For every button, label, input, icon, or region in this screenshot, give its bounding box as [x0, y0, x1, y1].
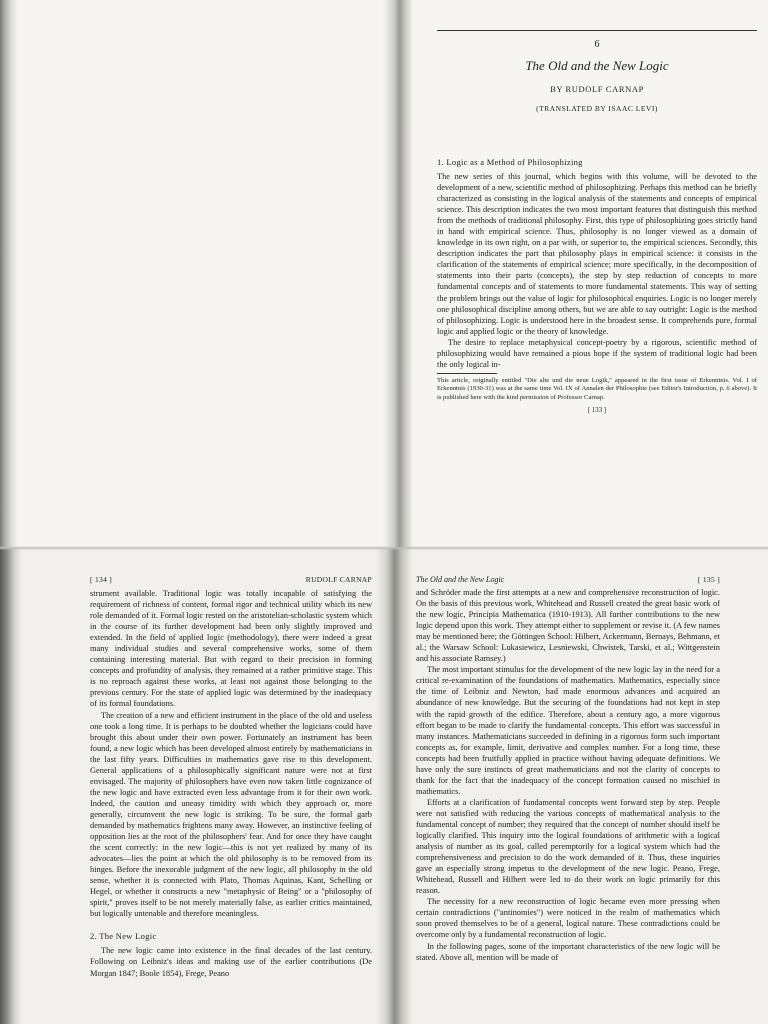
page-folio: [ 135 ]	[697, 575, 720, 584]
body-paragraph: The desire to replace metaphysical concept-poetry by a rigorous, scientific method of philosophizing would have remained a pious hope if the system of traditional logic had been the only logical in-	[437, 337, 757, 369]
running-head	[90, 575, 372, 584]
article-title: The Old and the New Logic	[525, 58, 669, 73]
top-rule	[437, 30, 757, 31]
body-paragraph: The new series of this journal, which begins with this volume, will be devoted to the development of a new, scientific method of philosophizing. Perhaps this method can be briefly characterized as consisting in the logical analysis of the statements and concepts of empirical science. This description indicates the two most important features that distinguish this method from the methods of traditional philosophy. First, this type of philosophizing goes strictly hand in hand with empirical science. Thus, philosophy is no longer viewed as a domain of knowledge in its own right, on a par with, or superior to, the empirical sciences. Secondly, this description indicates the part that philosophy plays in empirical science: it consists in the clarification of the statements of empirical science; more specifically, in the decomposition of statements into their parts (concepts), the step by step reduction of concepts to more fundamental concepts and of statements to more fundamental statements. This way of setting the problem brings out the value of logic for philosophical enquiries. Logic is no longer merely one philosophical discipline among others, but we are able to say outright: Logic is the method of philosophizing. Logic is understood here in the broadest sense. It comprehends pure, formal logic and applied logic or the theory of knowledge.	[437, 172, 757, 336]
author-byline: BY RUDOLF CARNAP	[550, 84, 644, 94]
running-head-author: RUDOLF CARNAP	[305, 575, 372, 584]
page-134	[90, 575, 372, 979]
chapter-number: 6	[594, 39, 600, 50]
body-paragraph: The creation of a new and efficient instrument in the place of the old and useless one took a long time. It is perhaps to be doubted whether the logicians could have brought this about under their own power. Fortunately an instrument has been found, a new logic which has been developed almost entirely by mathematicians in the last fifty years. Difficulties in mathematics gave rise to this development. General applications of a philosophically significant nature were not at first envisaged. The majority of philosophers have even now taken little cognizance of the new logic and have extracted even less advantage from it for their own work. Indeed, the caution and uneasy timidity with which they approach or, more generally, circumvent the new logic is striking. To be sure, the formal garb demanded by mathematics frightens many away. However, an instinctive feeling of opposition lies at the root of the philosophers' fear. And for once they have caught the scent correctly: in the new logic—this is not yet realized by many of its advocates—lies the point at which the old philosophy is to be removed from its hinges. Before the inexorable judgment of the new logic, all philosophy in the old sense, whether it is connected with Plato, Thomas Aquinas, Kant, Schelling or Hegel, or whether it constructs a new "metaphysic of Being" or a "philosophy of spirit," proves itself to be not merely materially false, as earlier critics maintained, but logically untenable and therefore meaningless.	[90, 710, 372, 919]
binding-edge-shadow	[0, 0, 18, 548]
body-paragraph: The new logic came into existence in the final decades of the last century. Following on Leibniz's ideas and making use of the earlier contributions (De Morgan 1847; Boole 1854), Frege, Peano	[90, 946, 372, 978]
body-paragraph: In the following pages, some of the important characteristics of the new logic will be stated. Above all, mention will be made of	[416, 941, 720, 962]
footnote-rule	[437, 373, 497, 374]
scan-divider	[0, 546, 768, 550]
section-heading: 1. Logic as a Method of Philosophizing	[437, 157, 583, 167]
page-folio: [ 134 ]	[90, 575, 113, 584]
footnote: This article, originally entitled "Die alte und die neue Logik," appeared in the first issue of Erkenntnis. Vol. I of Erkenntnis (1930-31) was at the same time Vol. IX of Annalen der Philosophie (see Editor's Introduction, p. 6 above). It is published here with the kind permission of Professor Carnap.	[437, 376, 757, 401]
translator-credit: (TRANSLATED BY ISAAC LEVI)	[536, 104, 658, 113]
body-paragraph: The most important stimulus for the development of the new logic lay in the need for a critical re-examination of the foundations of mathematics. Mathematics, especially since the time of Leibniz and Newton, had made enormous advances and acquired an abundance of new knowledge. But the securing of the foundations had not kept in step with the rapid growth of the edifice. Therefore, about a century ago, a more vigorous effort began to be made to clarify the fundamental concepts. This effort was successful in many instances. Mathematicians succeeded in defining in a rigorous form such important concepts as, for example, limit, derivative and complex number. For a long time, these concepts had been fruitfully applied in practice without having adequate definitions. We have only the sure instincts of great mathematicians and not the clarity of concepts to thank for the fact that the inadequacy of the concept formation caused no mischief in mathematics.	[416, 665, 720, 796]
body-paragraph: and Schröder made the first attempts at a new and comprehensive reconstruction of logic. On the basis of this previous work, Whitehead and Russell created the great basic work of the new logic, Principia Mathematica (1910-1913). All further contributions to the new logic depend upon this work. They attempt either to supplement or revise it. (A few names may be mentioned here; the Göttingen School: Hilbert, Ackermann, Bernays, Behmann, et al.; the Warsaw School: Lukasiewicz, Lesniewski, Chwistek, Tarski, et al.; Wittgenstein and his associate Ramsey.)	[416, 588, 720, 664]
book-gutter-shadow	[383, 0, 413, 548]
running-head	[416, 575, 720, 584]
body-paragraph: The necessity for a new reconstruction of logic became even more pressing when certain contradictions ("antinomies") were noticed in the realm of mathematics which soon proved themselves to be of a general, logical nature. These contradictions could be overcome only by a fundamental reconstruction of logic.	[416, 897, 720, 940]
running-head-title: The Old and the New Logic	[416, 575, 505, 584]
body-paragraph: Efforts at a clarification of fundamental concepts went forward step by step. People were not satisfied with reducing the various concepts of mathematical analysis to the fundamental concept of number; they required that the concept of number should itself be logically clarified. This inquiry into the logical foundations of arithmetic with a logical analysis of number as its goal, called peremptorily for a logical system which had the comprehensiveness and precision to do the work demanded of it. Thus, these inquiries gave an especially strong impetus to the development of the new logic. Peano, Frege, Whitehead, Russell and Hilbert were led to do their work on logic primarily for this reason.	[416, 797, 720, 896]
binding-edge-shadow	[0, 548, 22, 1024]
page-folio: [ 133 ]	[587, 407, 607, 415]
page-133	[437, 30, 757, 414]
body-paragraph: strument available. Traditional logic was totally incapable of satisfying the requirement of richness of content, formal rigor and technical utility which its new role demanded of it. Formal logic rested on the aristotelian-scholastic system which in the course of its further development had been only slightly improved and extended. In the field of applied logic (methodology), there were indeed a great many individual studies and several comprehensive works, some of them containing interesting material. But with regard to their precision in forming concepts and profundity of analysis, they remained at a rather primitive stage. This is no reproach against these works, at least not against those belonging to the previous century. For the state of applied logic was determined by the inadequacy of its formal foundations.	[90, 589, 372, 709]
page-135	[416, 575, 720, 963]
section-heading: 2. The New Logic	[90, 931, 157, 942]
book-gutter-shadow	[376, 548, 412, 1024]
